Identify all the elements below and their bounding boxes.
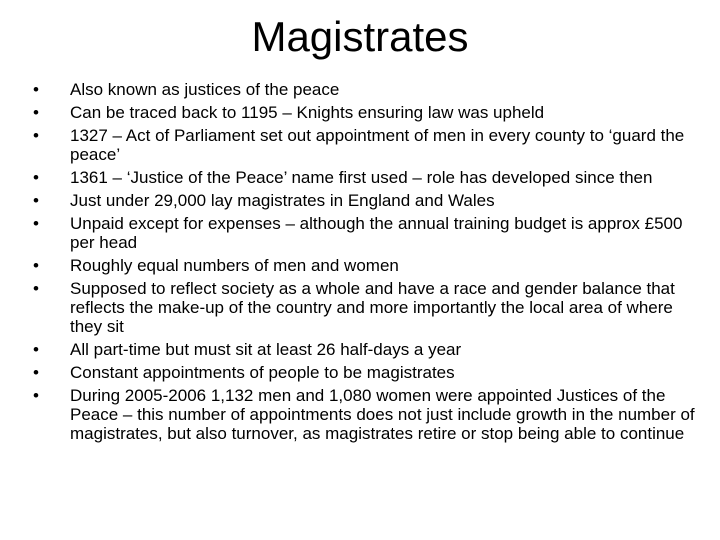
- bullet-item: [30, 168, 700, 187]
- bullet-item: [30, 103, 700, 122]
- bullet-icon: •: [33, 340, 39, 359]
- bullet-item: [30, 126, 700, 164]
- bullet-icon: •: [33, 103, 39, 122]
- bullet-icon: •: [33, 256, 39, 275]
- bullet-text: 1327 – Act of Parliament set out appointment of men in every county to ‘guard the peace’: [70, 126, 685, 164]
- bullet-item: [30, 363, 700, 382]
- bullet-text: Also known as justices of the peace: [70, 80, 340, 99]
- bullet-text: Supposed to reflect society as a whole and have a race and gender balance that reflects the make-up of the country and more importantly the local area of where they sit: [70, 279, 675, 336]
- bullet-item: [30, 256, 700, 275]
- slide-title: Magistrates: [251, 13, 469, 60]
- bullet-list: [30, 80, 700, 447]
- bullet-icon: •: [33, 386, 39, 405]
- bullet-icon: •: [33, 80, 39, 99]
- bullet-item: [30, 386, 700, 443]
- bullet-icon: •: [33, 363, 39, 382]
- bullet-text: Can be traced back to 1195 – Knights ensuring law was upheld: [70, 103, 545, 122]
- bullet-icon: •: [33, 168, 39, 187]
- bullet-item: [30, 80, 700, 99]
- bullet-text: Constant appointments of people to be magistrates: [70, 363, 455, 382]
- bullet-icon: •: [33, 214, 39, 233]
- bullet-item: [30, 191, 700, 210]
- bullet-icon: •: [33, 126, 39, 145]
- bullet-text: Unpaid except for expenses – although the annual training budget is approx £500 per head: [70, 214, 683, 252]
- bullet-text: 1361 – ‘Justice of the Peace’ name first used – role has developed since then: [70, 168, 653, 187]
- bullet-text: All part-time but must sit at least 26 half-days a year: [70, 340, 462, 359]
- bullet-text: Roughly equal numbers of men and women: [70, 256, 399, 275]
- bullet-icon: •: [33, 279, 39, 298]
- bullet-item: [30, 279, 700, 336]
- bullet-item: [30, 214, 700, 252]
- bullet-item: [30, 340, 700, 359]
- bullet-text: During 2005-2006 1,132 men and 1,080 women were appointed Justices of the Peace – this number of appointments does not just include growth in the number of magistrates, but also turnover, as magistrates retire or stop being able to continue: [70, 386, 695, 443]
- bullet-text: Just under 29,000 lay magistrates in England and Wales: [70, 191, 495, 210]
- bullet-icon: •: [33, 191, 39, 210]
